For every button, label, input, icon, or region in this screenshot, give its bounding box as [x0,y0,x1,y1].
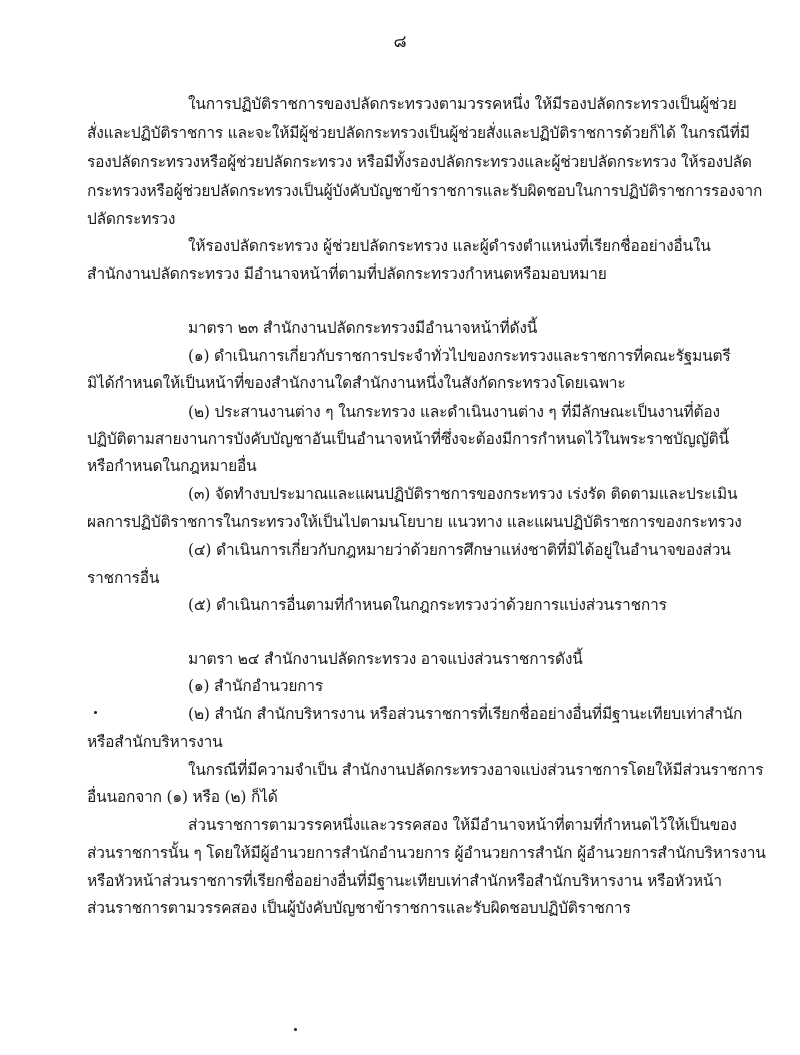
text-line: หรือกำหนดในกฎหมายอื่น [87,457,257,475]
page-number: ๘ [393,32,407,52]
section-heading: มาตรา ๒๓ สำนักงานปลัดกระทรวงมีอำนาจหน้าที่ดังนี้ [188,319,538,337]
text-line: กระทรวงหรือผู้ช่วยปลัดกระทรวงเป็นผู้บังคับบัญชาข้าราชการและรับผิดชอบในการปฏิบัติราชการรองจาก [87,182,763,200]
text-line: (๑) ดำเนินการเกี่ยวกับราชการประจำทั่วไปของกระทรวงและราชการที่คณะรัฐมนตรี [188,347,731,365]
text-line: (๕) ดำเนินการอื่นตามที่กำหนดในกฎกระทรวงว่าด้วยการแบ่งส่วนราชการ [188,596,667,614]
text-line: (๒) ประสานงานต่าง ๆ ในกระทรวง และดำเนินงานต่าง ๆ ที่มีลักษณะเป็นงานที่ต้อง [188,403,720,421]
text-line: อื่นนอกจาก (๑) หรือ (๒) ก็ได้ [87,788,278,806]
scan-speck [294,1028,297,1031]
text-line: ให้รองปลัดกระทรวง ผู้ช่วยปลัดกระทรวง และผู้ดำรงตำแหน่งที่เรียกชื่ออย่างอื่นใน [188,237,711,255]
text-line: หรือสำนักบริหารงาน [87,733,223,751]
text-line: สำนักงานปลัดกระทรวง มีอำนาจหน้าที่ตามที่ปลัดกระทรวงกำหนดหรือมอบหมาย [87,265,607,283]
text-line: สั่งและปฏิบัติราชการ และจะให้มีผู้ช่วยปลัดกระทรวงเป็นผู้ช่วยสั่งและปฏิบัติราชการด้วยก็ได้ ในกรณีที่มี [87,124,750,142]
text-line: ส่วนราชการตามวรรคหนึ่งและวรรคสอง ให้มีอำนาจหน้าที่ตามที่กำหนดไว้ให้เป็นของ [188,816,737,834]
text-line: มิได้กำหนดให้เป็นหน้าที่ของสำนักงานใดสำนักงานหนึ่งในสังกัดกระทรวงโดยเฉพาะ [87,374,626,392]
text-line: (๓) จัดทำงบประมาณและแผนปฏิบัติราชการของกระทรวง เร่งรัด ติดตามและประเมิน [188,485,738,503]
text-line: ส่วนราชการนั้น ๆ โดยให้มีผู้อำนวยการสำนักอำนวยการ ผู้อำนวยการสำนัก ผู้อำนวยการสำนักบริหารงาน [87,844,766,862]
section-heading: มาตรา ๒๔ สำนักงานปลัดกระทรวง อาจแบ่งส่วนราชการดังนี้ [188,650,583,668]
text-line: หรือหัวหน้าส่วนราชการที่เรียกชื่ออย่างอื่นที่มีฐานะเทียบเท่าสำนักหรือสำนักบริหารงาน หรือหัวหน้า [87,872,722,890]
text-line: ปลัดกระทรวง [87,210,176,228]
scan-speck [94,711,97,714]
text-line: (๔) ดำเนินการเกี่ยวกับกฎหมายว่าด้วยการศึกษาแห่งชาติที่มิได้อยู่ในอำนาจของส่วน [188,541,731,559]
text-line: (๒) สำนัก สำนักบริหารงาน หรือส่วนราชการที่เรียกชื่ออย่างอื่นที่มีฐานะเทียบเท่าสำนัก [188,705,743,723]
text-line: (๑) สำนักอำนวยการ [188,677,324,695]
text-line: รองปลัดกระทรวงหรือผู้ช่วยปลัดกระทรวง หรือมีทั้งรองปลัดกระทรวงและผู้ช่วยปลัดกระทรวง ให้รองปลัด [87,153,752,171]
text-line: ผลการปฏิบัติราชการในกระทรวงให้เป็นไปตามนโยบาย แนวทาง และแผนปฏิบัติราชการของกระทรวง [87,513,742,531]
text-line: ส่วนราชการตามวรรคสอง เป็นผู้บังคับบัญชาข้าราชการและรับผิดชอบปฏิบัติราชการ [87,899,631,917]
text-line: ราชการอื่น [87,569,160,587]
text-line: ปฏิบัติตามสายงานการบังคับบัญชาอันเป็นอำนาจหน้าที่ซึ่งจะต้องมีการกำหนดไว้ในพระราชบัญญัตินี้ [87,430,729,448]
text-line: ในการปฏิบัติราชการของปลัดกระทรวงตามวรรคหนึ่ง ให้มีรองปลัดกระทรวงเป็นผู้ช่วย [188,95,737,113]
text-line: ในกรณีที่มีความจำเป็น สำนักงานปลัดกระทรวงอาจแบ่งส่วนราชการโดยให้มีส่วนราชการ [188,761,764,779]
